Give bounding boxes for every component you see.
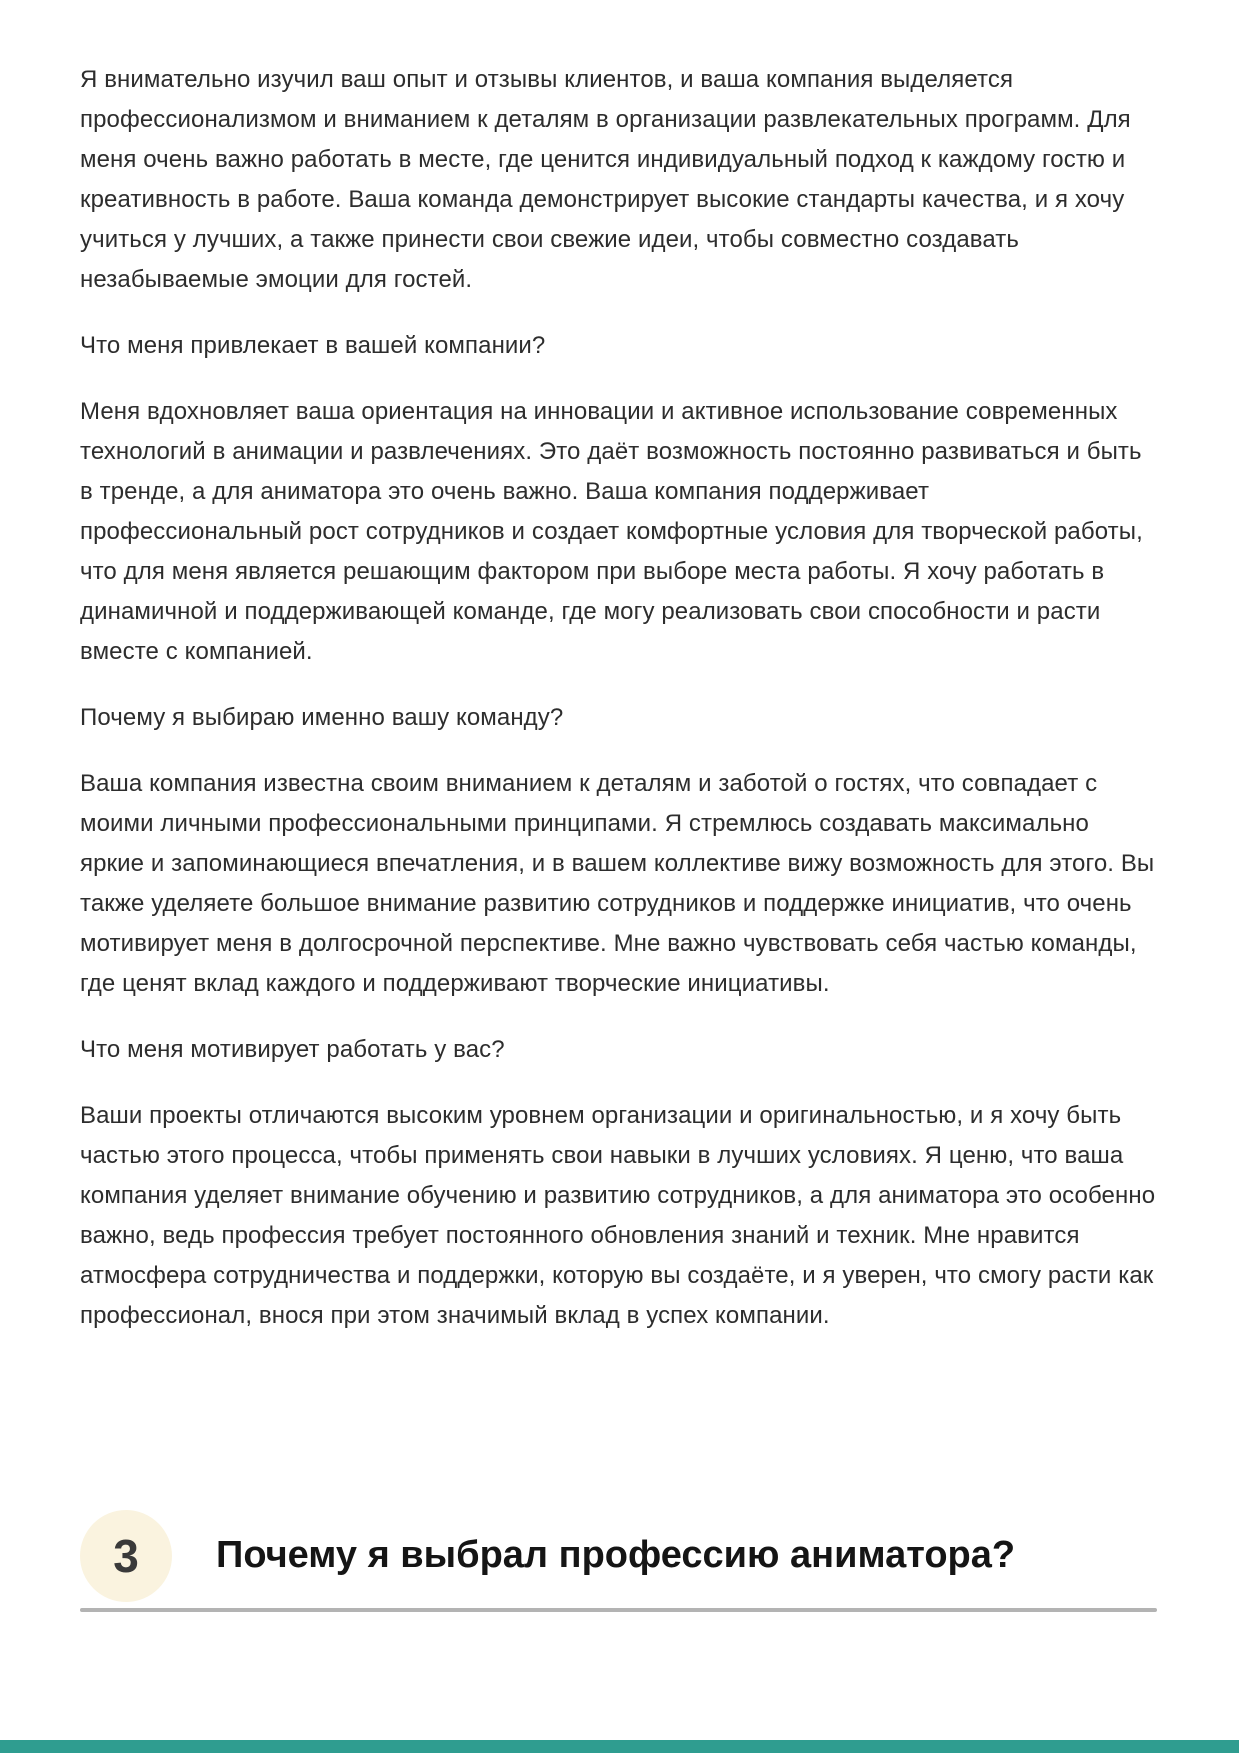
- section-title: Почему я выбрал профессию аниматора?: [216, 1534, 1016, 1577]
- section-number-badge: 3: [80, 1510, 172, 1602]
- question-line: Что меня мотивирует работать у вас?: [80, 1036, 505, 1063]
- question-line: Почему я выбираю именно вашу команду?: [80, 704, 564, 731]
- paragraph: Меня вдохновляет ваша ориентация на инновации и активное использование современных технологий в анимации и развлечениях. Это даёт возможность постоянно развиваться и быть в тренде, а для аниматора это очень важно. Ваша компания поддерживает профессиональный рост сотрудников и создает комфортные условия для творческой работы, что для меня является решающим фактором при выборе места работы. Я хочу работать в динамичной и поддерживающей команде, где могу реализовать свои способности и расти вместе с компанией.: [80, 398, 1143, 665]
- section-divider: [80, 1608, 1157, 1612]
- question-line: Что меня привлекает в вашей компании?: [80, 332, 546, 359]
- paragraph: Ваша компания известна своим вниманием к деталям и заботой о гостях, что совпадает с моими личными профессиональными принципами. Я стремлюсь создавать максимально яркие и запоминающиеся впечатления, и в вашем коллективе вижу возможность для этого. Вы также уделяете большое внимание развитию сотрудников и поддержке инициатив, что очень мотивирует меня в долгосрочной перспективе. Мне важно чувствовать себя частью команды, где ценят вклад каждого и поддерживают творческие инициативы.: [80, 770, 1155, 997]
- section-header: [80, 1510, 1157, 1602]
- paragraph: Я внимательно изучил ваш опыт и отзывы клиентов, и ваша компания выделяется профессионализмом и вниманием к деталям в организации развлекательных программ. Для меня очень важно работать в месте, где ценится индивидуальный подход к каждому гостю и креативность в работе. Ваша команда демонстрирует высокие стандарты качества, и я хочу учиться у лучших, а также принести свои свежие идеи, чтобы совместно создавать незабываемые эмоции для гостей.: [80, 66, 1131, 293]
- bottom-accent-bar: [0, 1740, 1239, 1753]
- paragraph: Ваши проекты отличаются высоким уровнем организации и оригинальностью, и я хочу быть частью этого процесса, чтобы применять свои навыки в лучших условиях. Я ценю, что ваша компания уделяет внимание обучению и развитию сотрудников, а для аниматора это особенно важно, ведь профессия требует постоянного обновления знаний и техник. Мне нравится атмосфера сотрудничества и поддержки, которую вы создаёте, и я уверен, что смогу расти как профессионал, внося при этом значимый вклад в успех компании.: [80, 1102, 1156, 1329]
